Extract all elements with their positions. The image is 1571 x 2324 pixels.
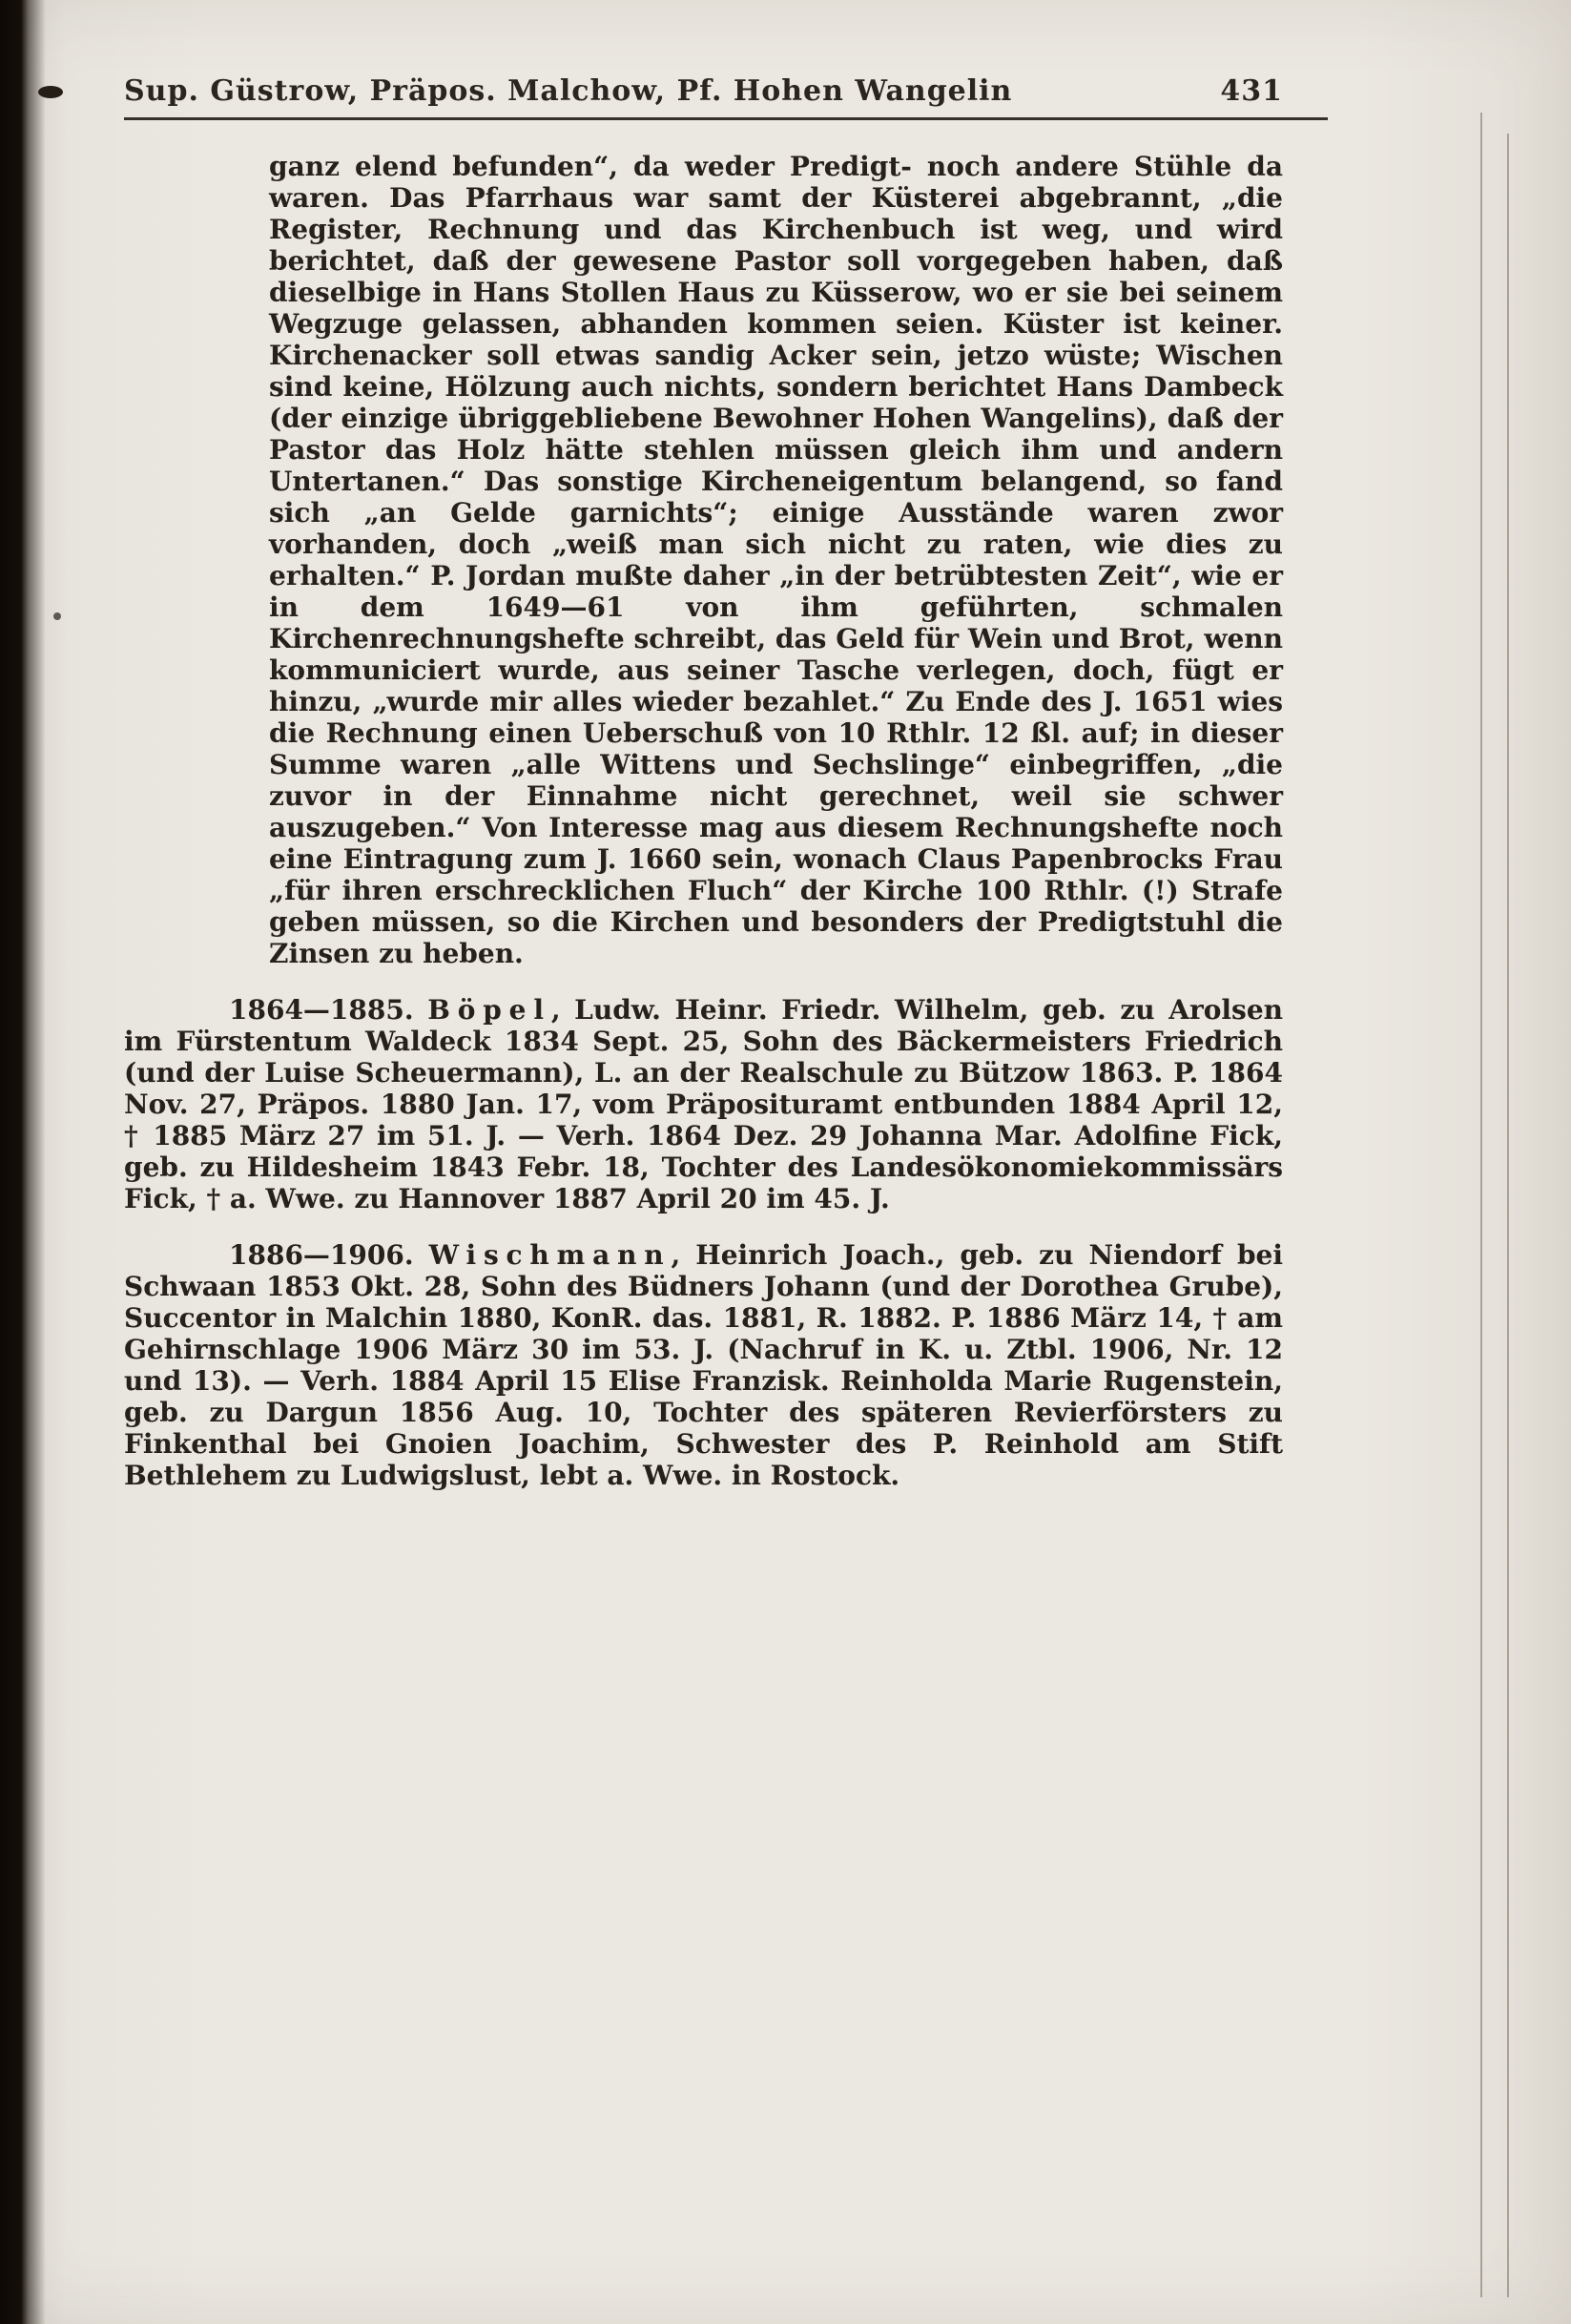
scan-speck bbox=[53, 612, 61, 620]
continuation-paragraph: ganz elend befunden“, da weder Predigt- noch andere Stühle da waren. Das Pfarrhaus war samt der Küsterei abgebrannt, „die Register, Rechnung und das Kirchenbuch ist weg, und wird berichtet, daß der gewesene Pastor soll vorgegeben haben, daß dieselbige in Hans Stollen Haus zu Küsserow, wo er sie bei seinem Wegzuge gelassen, abhanden kommen seien. Küster ist keiner. Kirchenacker soll etwas sandig Acker sein, jetzo wüste; Wischen sind keine, Hölzung auch nichts, sondern berichtet Hans Dambeck (der einzige übriggebliebene Bewohner Hohen Wangelins), daß der Pastor das Holz hätte stehlen müssen gleich ihm und andern Untertanen.“ Das sonstige Kircheneigentum belangend, so fand sich „an Gelde garnichts“; einige Ausstände waren zwor vorhanden, doch „weiß man sich nicht zu raten, wie dies zu erhalten.“ P. Jordan mußte daher „in der betrübtesten Zeit“, wie er in dem 1649—61 von ihm geführten, schmalen Kirchenrechnungshefte schreibt, das Geld für Wein und Brot, wenn kommuniciert wurde, aus seiner Tasche verlegen, doch, fügt er hinzu, „wurde mir alles wieder bezahlet.“ Zu Ende des J. 1651 wies die Rechnung einen Ueberschuß von 10 Rthlr. 12 ßl. auf; in dieser Summe waren „alle Wittens und Sechslinge“ einbegriffen, „die zuvor in der Einnahme nicht gerechnet, weil sie schwer auszugeben.“ Von Interesse mag aus diesem Rechnungshefte noch eine Eintragung zum J. 1660 sein, wonach Claus Papenbrocks Frau „für ihren erschrecklichen Fluch“ der Kirche 100 Rthlr. (!) Strafe geben müssen, so die Kirchen und besonders der Predigtstuhl die Zinsen zu heben. bbox=[269, 151, 1283, 969]
entry-years: 1864—1885. bbox=[229, 994, 414, 1026]
entry-text: , Heinrich Joach., geb. zu Niendorf bei Schwaan 1853 Okt. 28, Sohn des Büdners Johann (und der Dorothea Grube), Succentor in Malchin 1880, KonR. das. 1881, R. 1882. P. 1886 März 14, † am Gehirnschlage 1906 März 30 im 53. J. (Nachruf in K. u. Ztbl. 1906, Nr. 12 und 13). — Verh. 1884 April 15 Elise Franzisk. Reinholda Marie Rugenstein, geb. zu Dargun 1856 Aug. 10, Tochter des späteren Revierförsters zu Finkenthal bei Gnoien Joachim, Schwester des P. Reinhold am Stift Bethlehem zu Ludwigslust, lebt a. Wwe. in Rostock. bbox=[124, 1239, 1284, 1491]
page-binding-line bbox=[1507, 134, 1509, 2297]
biography-entry-wischmann bbox=[124, 1239, 1283, 1491]
entry-name: Böpel bbox=[427, 994, 551, 1026]
text-column bbox=[124, 74, 1283, 1491]
header-rule bbox=[124, 117, 1328, 120]
page-number: 431 bbox=[1220, 74, 1283, 108]
page-binding-line bbox=[1480, 113, 1482, 2297]
scan-left-edge-shadow bbox=[0, 0, 46, 2324]
scan-speck bbox=[38, 86, 63, 98]
entry-name: Wischmann bbox=[428, 1239, 672, 1271]
entry-text: , Ludw. Heinr. Friedr. Wilhelm, geb. zu Arolsen im Fürstentum Waldeck 1834 Sept. 25, Sohn des Bäckermeisters Friedrich (und der Luise Scheuermann), L. an der Realschule zu Bützow 1863. P. 1864 Nov. 27, Präpos. 1880 Jan. 17, vom Präposituramt entbunden 1884 April 12, † 1885 März 27 im 51. J. — Verh. 1864 Dez. 29 Johanna Mar. Adolfine Fick, geb. zu Hildesheim 1843 Febr. 18, Tochter des Landesökonomiekommissärs Fick, † a. Wwe. zu Hannover 1887 April 20 im 45. J. bbox=[124, 994, 1283, 1214]
biography-entry-boepel bbox=[124, 994, 1283, 1214]
entry-years: 1886—1906. bbox=[229, 1239, 414, 1271]
running-header bbox=[124, 74, 1283, 108]
running-header-title: Sup. Güstrow, Präpos. Malchow, Pf. Hohen Wangelin bbox=[124, 74, 1013, 108]
